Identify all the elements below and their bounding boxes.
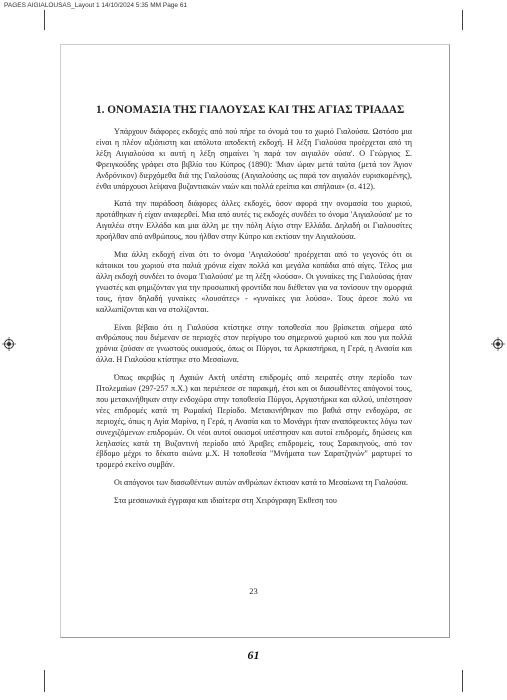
paragraph: Υπάρχουν διάφορες εκδοχές από πού πήρε το όνομά του το χωριό Γιαλούσα. Ωστόσο μια είναι η πλέον αξιόπιστη και απόλυτα αποδεκτή εκδοχή. Η λέξη Γιαλούσα προέρχεται από τη λέξη Αιγιαλούσα κι αυτή η λέξη σημαίνει 'η παρά τον αιγιαλόν ούσα'. Ο Γεώργιος Σ. Φρειγκούδης γράφει στο βιβλίο του Κύπρος (1890): 'Μιαν ώραν μετά ταύτα (μετά τον Άγιον Ανδρόνικον) διερχόμεθα διά της Γιαλούσας (Αιγιαλούσης ως παρά τον αιγιαλόν ευρισκομένης), ένθα υπάρχουσι λείψανα βυζαντιακών ναών και πολλά ερείπια και σπήλαια» (σ. 412). [96, 127, 412, 191]
paragraph: Κατά την παράδοση διάφορες άλλες εκδοχές, όσον αφορά την ονομασία του χωριού, προτάθηκαν ή είχαν αναφερθεί. Μια από αυτές τις εκδοχές συνδέει το όνομα 'Αιγιαλούσα' με το Αιγαλέω στην Ελλάδα και μια άλλη με την πόλη Αίγιο στην Ελλάδα. Δηλαδή οι Γιαλουσίτες προήλθαν από ανθρώπους, που ήλθαν στην Κύπρο και εκτίσαν την Αιγιαλούσα. [96, 199, 412, 242]
paragraph: Όπως ακριβώς η Αχαιών Ακτή υπέστη επιδρομές από πειρατές στην περίοδο των Πτολεμαίων (297-257 π.Χ.) και περιέπεσε σε παρακμή, έτσι και οι διασωθέντες απόγονοί τους, που μετακινήθηκαν στην ενδοχώρα στην τοποθεσία Πύργοι, Αργαστήρκα και αλλού, υπέστησαν νέες επιδρομές κατά τη Ρωμαϊκή Περίοδο. Μετακινήθηκαν πιο βαθιά στην ενδοχώρα, σε περιοχές, όπως η Αγία Μαρίνα, η Γερά, η Ανασία και το Μονάγρι ήταν αναπόφευκτες λόγω των συνεχιζόμενων επιδρομών. Οι νέοι αυτοί οικισμοί υπέστησαν και αυτοί επιδρομές, δηώσεις και λεηλασίες κατά τη Βυζαντινή περίοδο από Άραβες επιδρομείς, τους Σαρακηνούς, από τον έβδομο μέχρι το δέκατο αιώνα μ.Χ. Η τοποθεσία "Μνήματα των Σαρατζηνών" μαρτυρεί το τρομερό εκείνο συμβάν. [96, 373, 412, 470]
paragraph: Οι απόγονοι των διασωθέντων αυτών ανθρώπων έκτισαν κατά το Μεσαίωνα τη Γιαλούσα. [114, 478, 408, 488]
handwritten-page-stamp: 61 [247, 648, 260, 662]
crop-mark-top-left [44, 10, 45, 30]
registration-mark-left [2, 337, 16, 351]
paragraph: Είναι βέβαιο ότι η Γιαλούσα κτίστηκε στην τοποθεσία που βρίσκεται σήμερα από ανθρώπους που διέμεναν σε περιοχές στον περίγυρο του σημερινού χωριού και που για πολλά χρόνια ζούσαν σε γνωστούς οικισμούς, όπως οι Πύργοι, τα Αρκαστήρκα, η Γερά, η Ανασία και άλλα. Η Γιαλούσα κτίστηκε στο Μεσαίωνα. [96, 322, 412, 365]
page-number: 23 [249, 586, 258, 596]
page-content [96, 104, 412, 514]
paragraph: Στα μεσαιωνικά έγγραφα και ιδιαίτερα στη Χειρόγραφη Έκθεση του [114, 496, 337, 506]
crop-mark-top-right [462, 10, 463, 30]
chapter-heading: 1. ΟΝΟΜΑΣΙΑ ΤΗΣ ΓΙΑΛΟΥΣΑΣ ΚΑΙ ΤΗΣ ΑΓΙΑΣ ΤΡΙΑΔΑΣ [96, 104, 405, 116]
crop-mark-bottom-left [44, 670, 45, 692]
paragraph: Μια άλλη εκδοχή είναι ότι το όνομα 'Αιγιαλούσα' προέρχεται από το γεγονός ότι οι κάτοικοι του χωριού στα παλιά χρόνια είχαν πολλά και μεγάλα κοπάδια από αίγες. Τέλος μια άλλη εκδοχή συνδέει το όνομα 'Γιαλούσα' με τη λέξη «λούσα». Οι γυναίκες της Γιαλούσας ήταν γνωστές και φημιζόνταν για την προσωπική φροντίδα που διέθεταν για να τονίσουν την ομορφιά τους, ήταν δηλαδή γυναίκες «λουσάτες» - «γυναίκες για λούσα». Τους άρεσε πολύ να καλλωπίζονται και να στολίζονται. [96, 250, 412, 314]
crop-mark-bottom-right [462, 670, 463, 692]
registration-mark-right [491, 337, 505, 351]
print-slug: PAGES AIGIALOUSAS_Layout 1 14/10/2024 5:35 ΜΜ Page 61 [4, 2, 188, 9]
